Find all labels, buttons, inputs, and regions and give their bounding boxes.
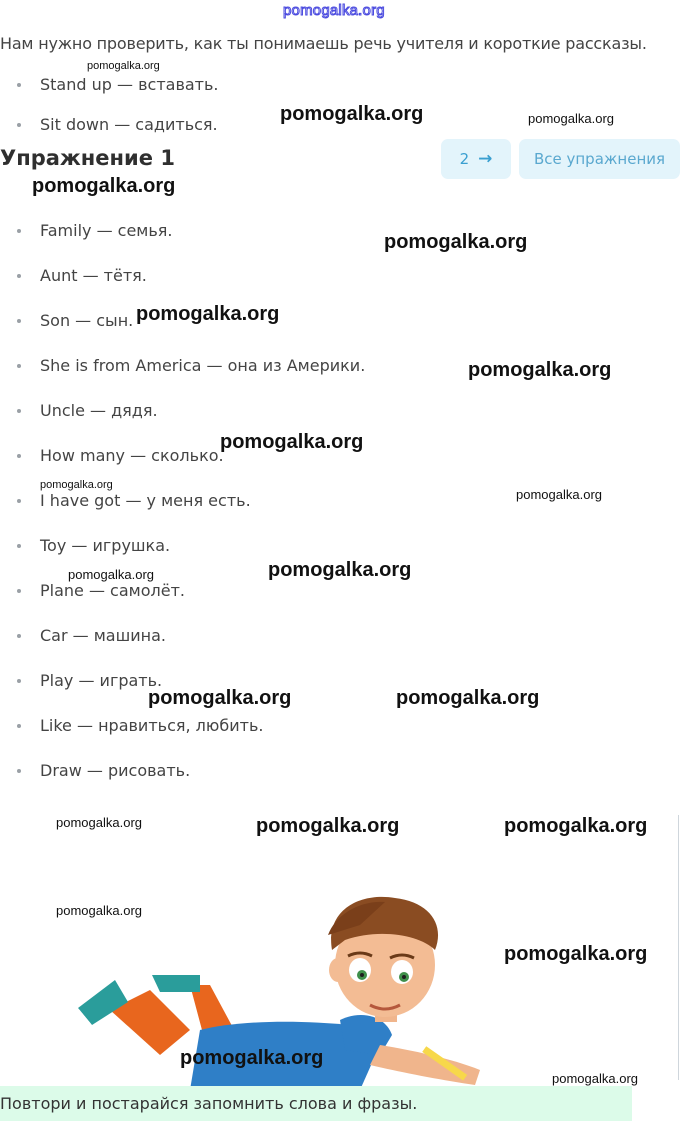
watermark-text: pomogalka.org — [268, 559, 412, 581]
divider-line — [678, 815, 679, 1080]
watermark-text: pomogalka.org — [384, 231, 528, 253]
all-exercises-button[interactable] — [519, 139, 680, 179]
list-item-text: Stand up — вставать. — [40, 75, 219, 94]
watermark-text: pomogalka.org — [256, 815, 400, 837]
watermark-text: pomogalka.org — [504, 815, 648, 837]
watermark-text: pomogalka.org — [552, 1071, 638, 1086]
bullet-icon — [17, 454, 21, 458]
watermark-text: pomogalka.org — [504, 943, 648, 965]
list-item-text: Toy — игрушка. — [40, 536, 171, 555]
watermark-text: pomogalka.org — [40, 479, 113, 491]
bullet-icon — [17, 544, 21, 548]
watermark-text: pomogalka.org — [180, 1047, 324, 1069]
bullet-icon — [17, 274, 21, 278]
list-item-text: Aunt — тётя. — [40, 266, 147, 285]
list-item-text: She is from America — она из Америки. — [40, 356, 366, 375]
list-item-text: Uncle — дядя. — [40, 401, 158, 420]
watermark-text: pomogalka.org — [468, 359, 612, 381]
bullet-icon — [17, 724, 21, 728]
intro-text: Нам нужно проверить, как ты понимаешь речь учителя и короткие рассказы. — [0, 34, 647, 53]
watermark-text: pomogalka.org — [516, 487, 602, 502]
bullet-icon — [17, 409, 21, 413]
watermark-text: pomogalka.org — [280, 103, 424, 125]
next-exercise-label: 2 — [459, 150, 470, 168]
exercise-title: Упражнение 1 — [0, 146, 175, 170]
watermark-text: pomogalka.org — [220, 431, 364, 453]
list-item-text: Plane — самолёт. — [40, 581, 185, 600]
watermark-text: pomogalka.org — [148, 687, 292, 709]
bullet-icon — [17, 229, 21, 233]
bullet-icon — [17, 634, 21, 638]
bullet-icon — [17, 364, 21, 368]
watermark-text: pomogalka.org — [32, 175, 176, 197]
bullet-icon — [17, 769, 21, 773]
list-item-text: Sit down — садиться. — [40, 115, 218, 134]
list-item-text: How many — сколько. — [40, 446, 224, 465]
all-exercises-label: Все упражнения — [533, 150, 666, 168]
list-item-text: Son — сын. — [40, 311, 134, 330]
list-item-text: Play — играть. — [40, 671, 163, 690]
watermark-text: pomogalka.org — [136, 303, 280, 325]
site-brand-watermark: pomogalka.org — [283, 2, 385, 19]
list-item-text: I have got — у меня есть. — [40, 491, 251, 510]
bullet-icon — [17, 679, 21, 683]
footer-instruction-text: Повтори и постарайся запомнить слова и фразы. — [0, 1094, 418, 1113]
watermark-text: pomogalka.org — [68, 567, 154, 582]
list-item-text: Family — семья. — [40, 221, 173, 240]
bullet-icon — [17, 83, 21, 87]
watermark-text: pomogalka.org — [528, 111, 614, 126]
bullet-icon — [17, 499, 21, 503]
list-item-text: Draw — рисовать. — [40, 761, 191, 780]
list-item-text: Car — машина. — [40, 626, 166, 645]
watermark-text: pomogalka.org — [87, 60, 160, 72]
watermark-text: pomogalka.org — [56, 815, 142, 830]
bullet-icon — [17, 319, 21, 323]
next-exercise-button[interactable] — [441, 139, 511, 179]
bullet-icon — [17, 123, 21, 127]
arrow-right-icon: → — [478, 149, 493, 169]
list-item-text: Like — нравиться, любить. — [40, 716, 264, 735]
bullet-icon — [17, 589, 21, 593]
watermark-text: pomogalka.org — [56, 903, 142, 918]
footer-instruction-bar — [0, 1086, 632, 1121]
watermark-text: pomogalka.org — [396, 687, 540, 709]
